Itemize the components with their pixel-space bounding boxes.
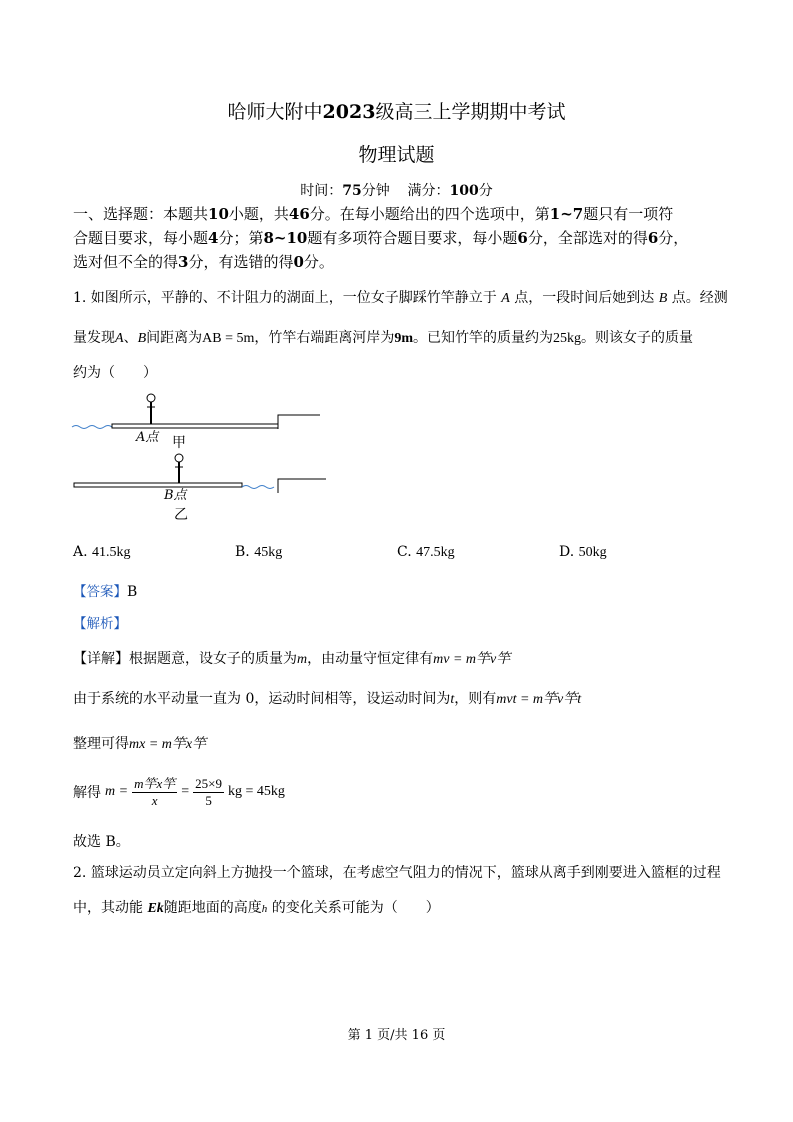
- label-yi: 乙: [174, 507, 188, 523]
- q1-text: ，竹竿右端距离河岸为: [254, 330, 395, 346]
- q2-text: 中，其动能: [73, 900, 143, 916]
- sec-num: 8~10: [263, 229, 308, 247]
- score-value: 100: [449, 183, 479, 199]
- eq-result: kg = 45kg: [227, 784, 285, 799]
- detail-tag: 【详解】: [73, 651, 129, 667]
- time-label: 时间：: [300, 183, 343, 199]
- water-wave-yi: [242, 486, 274, 489]
- frac2-num: 25×9: [195, 775, 222, 791]
- q2-stem-line1: [73, 862, 721, 882]
- option-label: B.: [235, 544, 250, 560]
- q1-var-b: B: [658, 291, 668, 306]
- section-instructions-line1: [73, 203, 673, 224]
- var-h: h: [261, 903, 268, 915]
- q1-detail-line4: [73, 772, 285, 812]
- bamboo-pole-jia: [112, 424, 278, 428]
- option-label: A.: [73, 544, 88, 560]
- detail-text: 故选 B。: [73, 834, 130, 850]
- sec-num: 6: [517, 229, 528, 247]
- fraction-1: [132, 776, 177, 809]
- bamboo-pole-yi: [74, 483, 242, 487]
- detail-text: 根据题意，设女子的质量为: [129, 651, 297, 667]
- q1-detail-line2: [73, 688, 581, 708]
- q1-stem-line1: [73, 287, 728, 307]
- section-instructions-line3: [73, 251, 334, 272]
- sec-num: 0: [293, 253, 304, 271]
- frac2-den: 5: [205, 792, 212, 808]
- sec-text: 分，有选错的得: [188, 253, 294, 271]
- option-value: 47.5kg: [416, 545, 455, 560]
- sec-num: 4: [208, 229, 219, 247]
- eq-impulse: mvt = m竿v竿t: [496, 692, 582, 707]
- q1-distance: 9m: [394, 331, 414, 346]
- label-point-b: B点: [164, 488, 187, 503]
- q2-text: 随距地面的高度: [163, 900, 262, 916]
- score-unit: 分: [478, 183, 493, 199]
- frac1-num: m竿x竿: [134, 775, 176, 791]
- q1-analysis-tag: [73, 612, 127, 632]
- q1-option-a[interactable]: [73, 544, 131, 561]
- option-value: 41.5kg: [92, 545, 131, 560]
- q1-option-b[interactable]: [235, 544, 282, 561]
- answer-value: B: [127, 584, 138, 600]
- sec-text: 一、选择题：本题共: [73, 205, 209, 223]
- q1-detail-line1: [73, 648, 510, 668]
- detail-text: ，由动量守恒定律有: [307, 651, 434, 667]
- q1-detail-line5: [73, 831, 130, 851]
- title-year: 2023: [322, 101, 376, 123]
- time-unit: 分钟: [361, 183, 390, 199]
- sec-num: 46: [288, 205, 310, 223]
- q1-detail-line3: [73, 733, 206, 753]
- eq-momentum: mv = m竿v竿: [433, 652, 511, 667]
- sec-text: 题有多项符合题目要求，每小题: [307, 229, 518, 247]
- sec-text: 分，: [658, 229, 689, 247]
- exam-title: [0, 97, 793, 124]
- sec-num: 3: [178, 253, 189, 271]
- q1-text: 量发现: [73, 330, 115, 346]
- sec-text: 合题目要求，每小题: [73, 229, 209, 247]
- analysis-tag: 【解析】: [73, 616, 127, 632]
- river-bank-yi: [278, 479, 326, 493]
- subtitle-text: 物理试题: [358, 144, 435, 166]
- answer-tag: 【答案】: [73, 584, 127, 600]
- option-value: 50kg: [578, 545, 607, 560]
- q1-option-d[interactable]: [559, 544, 607, 561]
- q1-text: 点，一段时间后她到达: [514, 290, 655, 306]
- fraction-2: [193, 776, 224, 809]
- q1-stem-line2: [73, 327, 693, 347]
- sec-text: 分；第: [218, 229, 264, 247]
- sec-text: 小题，共: [228, 205, 289, 223]
- detail-text: 解得: [73, 785, 101, 801]
- var-m: m: [297, 652, 308, 667]
- exam-time-score: [0, 180, 793, 200]
- var-t: t: [450, 692, 455, 707]
- score-label: 满分：: [407, 183, 450, 199]
- q1-var-a: A: [115, 331, 124, 346]
- sec-num: 1~7: [549, 205, 584, 223]
- q1-eq-ab: AB = 5m: [202, 331, 255, 346]
- q1-answer: [73, 580, 137, 600]
- eq-sign: =: [181, 784, 190, 799]
- q1-var-b: B: [137, 331, 147, 346]
- sec-text: 分。: [303, 253, 334, 271]
- detail-text: ，则有: [454, 691, 497, 707]
- woman-figure-yi: [175, 454, 183, 483]
- sec-num: 10: [208, 205, 229, 223]
- q1-text: 、: [123, 330, 138, 346]
- option-label: D.: [559, 544, 575, 560]
- eq-displacement: mx = m竿x竿: [129, 737, 207, 752]
- sec-text: 分。在每小题给出的四个选项中，第: [309, 205, 550, 223]
- detail-text: 由于系统的水平动量一直为 0，运动时间相等，设运动时间为: [73, 691, 451, 707]
- sec-text: 题只有一项符: [583, 205, 674, 223]
- q1-stem-line3: [73, 362, 157, 382]
- detail-text: 整理可得: [73, 736, 129, 752]
- q1-figure: [70, 385, 340, 525]
- q1-option-c[interactable]: [397, 544, 455, 561]
- q1-text: 。已知竹竿的质量约为: [413, 330, 554, 346]
- sec-text: 分，全部选对的得: [527, 229, 648, 247]
- exam-subtitle: [0, 140, 793, 167]
- title-school: 哈师大附中: [227, 101, 323, 123]
- q2-text: 2. 篮球运动员立定向斜上方抛投一个篮球，在考虑空气阻力的情况下，篮球从离手到刚要进入篮框的过程: [73, 865, 721, 881]
- q1-text: 点。经测: [671, 290, 728, 306]
- frac1-den: x: [151, 792, 158, 808]
- q2-text: 的变化关系可能为（ ）: [271, 900, 440, 916]
- woman-figure-jia: [147, 394, 155, 424]
- q1-text: 间距离为: [146, 330, 203, 346]
- q1-text: 1. 如图所示，平静的、不计阻力的湖面上，一位女子脚踩竹竿静立于: [73, 290, 497, 306]
- var-ek: Ek: [147, 901, 164, 916]
- time-value: 75: [342, 183, 362, 199]
- sec-num: 6: [647, 229, 659, 247]
- water-wave-jia: [72, 426, 112, 429]
- title-suffix: 级高三上学期期中考试: [375, 101, 566, 123]
- q2-stem-line2: [73, 897, 440, 917]
- q1-var-a: A: [501, 291, 510, 306]
- q1-text: 约为（ ）: [73, 365, 157, 381]
- q1-mass-pole: 25kg: [553, 331, 582, 346]
- option-label: C.: [397, 544, 412, 560]
- label-point-a: A点: [136, 430, 159, 445]
- q1-text: 。则该女子的质量: [581, 330, 694, 346]
- sec-text: 选对但不全的得: [73, 253, 179, 271]
- eq-lhs: m =: [105, 784, 129, 799]
- river-bank-jia: [278, 415, 320, 429]
- section-instructions-line2: [73, 227, 688, 248]
- label-jia: 甲: [172, 435, 186, 451]
- page-footer: [0, 1024, 793, 1043]
- option-value: 45kg: [254, 545, 283, 560]
- page-number: 第 1 页/共 16 页: [347, 1028, 446, 1043]
